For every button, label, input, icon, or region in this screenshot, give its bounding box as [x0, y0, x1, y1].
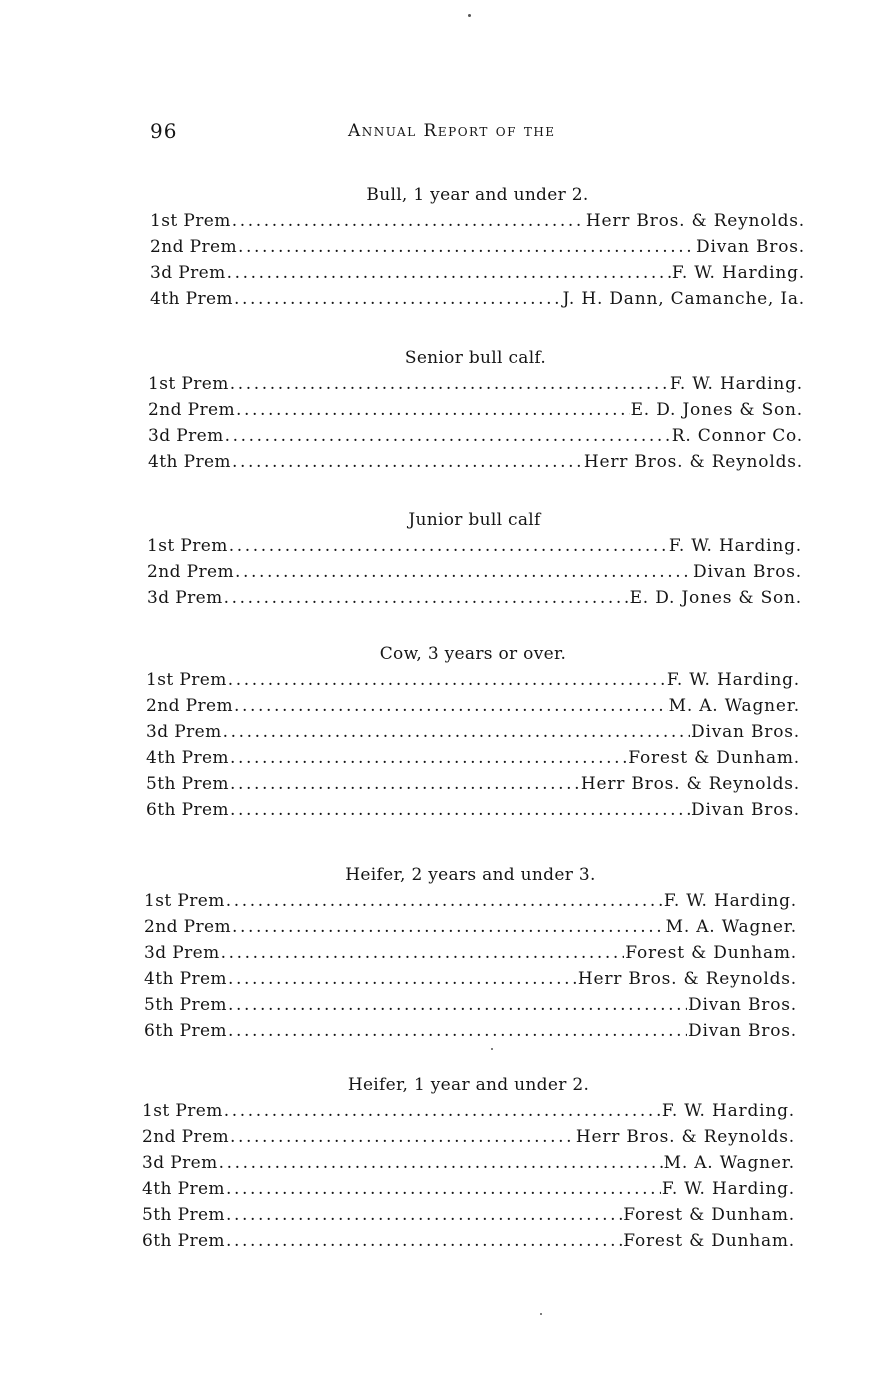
dot-leader [224, 585, 629, 611]
place-label: 5th Prem [142, 1205, 225, 1225]
place-label: 5th Prem [144, 995, 227, 1015]
dot-leader [232, 914, 665, 940]
place-label: 6th Prem [146, 800, 229, 820]
premium-entry [146, 771, 800, 797]
winner-name: J. H. Dann, Camanche, Ia. [562, 289, 805, 309]
dot-leader [236, 397, 630, 423]
dot-leader [230, 745, 627, 771]
dot-leader [223, 719, 690, 745]
premium-entry [142, 1124, 795, 1150]
place-label: 2nd Prem [150, 237, 237, 257]
place-label: 4th Prem [148, 452, 231, 472]
premium-entry [147, 559, 802, 585]
place-label: 2nd Prem [148, 400, 235, 420]
winner-name: M. A. Wagner. [663, 1153, 795, 1173]
premium-entry [150, 286, 805, 312]
premium-entry [144, 992, 797, 1018]
dot-leader [232, 208, 585, 234]
winner-name: Forest & Dunham. [628, 748, 800, 768]
dot-leader [227, 260, 671, 286]
winner-name: Herr Bros. & Reynolds. [577, 969, 797, 989]
dot-leader [226, 1228, 622, 1254]
section-title: Cow, 3 years or over. [379, 644, 567, 664]
print-speck [540, 1313, 542, 1315]
place-label: 5th Prem [146, 774, 229, 794]
place-label: 3d Prem [146, 722, 222, 742]
dot-leader [228, 1018, 687, 1044]
premium-entry [148, 449, 803, 475]
premium-entry [144, 914, 797, 940]
place-label: 6th Prem [144, 1021, 227, 1041]
dot-leader [230, 371, 669, 397]
premium-entry [150, 260, 805, 286]
place-label: 1st Prem [150, 211, 231, 231]
winner-name: Divan Bros. [696, 237, 805, 257]
premium-entry [150, 208, 805, 234]
dot-leader [234, 286, 562, 312]
page-header [150, 119, 810, 149]
winner-name: M. A. Wagner. [668, 696, 800, 716]
premium-section [0, 641, 887, 823]
dot-leader [225, 423, 671, 449]
winner-name: F. W. Harding. [661, 1101, 795, 1121]
winner-name: Forest & Dunham. [623, 1205, 795, 1225]
premium-entry [142, 1098, 795, 1124]
dot-leader [238, 234, 695, 260]
premium-entry [144, 966, 797, 992]
place-label: 1st Prem [147, 536, 228, 556]
winner-name: R. Connor Co. [671, 426, 803, 446]
dot-leader [235, 559, 692, 585]
premium-entry [146, 719, 800, 745]
dot-leader [221, 940, 625, 966]
premium-entry [144, 1018, 797, 1044]
winner-name: Divan Bros. [688, 1021, 797, 1041]
winner-name: M. A. Wagner. [665, 917, 797, 937]
winner-name: F. W. Harding. [671, 263, 805, 283]
dot-leader [226, 1176, 661, 1202]
premium-entry [147, 533, 802, 559]
place-label: 1st Prem [148, 374, 229, 394]
dot-leader [226, 888, 663, 914]
dot-leader [234, 693, 668, 719]
dot-leader [224, 1098, 661, 1124]
winner-name: E. D. Jones & Son. [630, 400, 803, 420]
winner-name: F. W. Harding. [661, 1179, 795, 1199]
section-title: Heifer, 2 years and under 3. [345, 865, 596, 885]
premium-entry [146, 745, 800, 771]
section-title: Heifer, 1 year and under 2. [347, 1075, 590, 1095]
premium-entry [142, 1176, 795, 1202]
place-label: 3d Prem [148, 426, 224, 446]
section-title: Bull, 1 year and under 2. [366, 185, 589, 205]
premium-entry [142, 1228, 795, 1254]
place-label: 6th Prem [142, 1231, 225, 1251]
premium-entry [150, 234, 805, 260]
winner-name: F. W. Harding. [668, 536, 802, 556]
place-label: 3d Prem [142, 1153, 218, 1173]
print-speck [468, 14, 471, 17]
place-label: 2nd Prem [144, 917, 231, 937]
winner-name: Forest & Dunham. [625, 943, 797, 963]
place-label: 4th Prem [144, 969, 227, 989]
section-title: Senior bull calf. [404, 348, 547, 368]
place-label: 3d Prem [150, 263, 226, 283]
premium-entry [148, 397, 803, 423]
place-label: 2nd Prem [147, 562, 234, 582]
place-label: 1st Prem [142, 1101, 223, 1121]
winner-name: Herr Bros. & Reynolds. [575, 1127, 795, 1147]
place-label: 4th Prem [142, 1179, 225, 1199]
premium-entry [147, 585, 802, 611]
premium-entry [146, 693, 800, 719]
page-number: 96 [150, 119, 178, 143]
premium-entry [146, 797, 800, 823]
dot-leader [230, 771, 580, 797]
dot-leader [228, 966, 577, 992]
winner-name: Herr Bros. & Reynolds. [585, 211, 805, 231]
premium-entry [148, 423, 803, 449]
premium-entry [144, 940, 797, 966]
dot-leader [228, 667, 666, 693]
dot-leader [228, 992, 687, 1018]
premium-section [0, 182, 887, 312]
section-title: Junior bull calf [408, 510, 541, 530]
dot-leader [219, 1150, 663, 1176]
place-label: 3d Prem [147, 588, 223, 608]
winner-name: Divan Bros. [693, 562, 802, 582]
premium-section [0, 1072, 887, 1254]
premium-section [0, 507, 887, 611]
premium-section [0, 345, 887, 475]
premium-entry [144, 888, 797, 914]
dot-leader [226, 1202, 622, 1228]
winner-name: F. W. Harding. [666, 670, 800, 690]
winner-name: Forest & Dunham. [623, 1231, 795, 1251]
print-speck [491, 1048, 493, 1050]
winner-name: F. W. Harding. [663, 891, 797, 911]
place-label: 1st Prem [144, 891, 225, 911]
place-label: 2nd Prem [146, 696, 233, 716]
place-label: 3d Prem [144, 943, 220, 963]
premium-entry [148, 371, 803, 397]
running-head: Annual Report of the [348, 121, 556, 141]
premium-entry [142, 1202, 795, 1228]
winner-name: Divan Bros. [691, 722, 800, 742]
premium-section [0, 862, 887, 1044]
dot-leader [232, 449, 583, 475]
dot-leader [230, 797, 690, 823]
dot-leader [229, 533, 668, 559]
dot-leader [230, 1124, 575, 1150]
winner-name: Divan Bros. [691, 800, 800, 820]
premium-entry [146, 667, 800, 693]
premium-entry [142, 1150, 795, 1176]
winner-name: Herr Bros. & Reynolds. [583, 452, 803, 472]
winner-name: F. W. Harding. [669, 374, 803, 394]
winner-name: Divan Bros. [688, 995, 797, 1015]
winner-name: Herr Bros. & Reynolds. [580, 774, 800, 794]
place-label: 4th Prem [146, 748, 229, 768]
place-label: 2nd Prem [142, 1127, 229, 1147]
place-label: 1st Prem [146, 670, 227, 690]
winner-name: E. D. Jones & Son. [629, 588, 802, 608]
place-label: 4th Prem [150, 289, 233, 309]
